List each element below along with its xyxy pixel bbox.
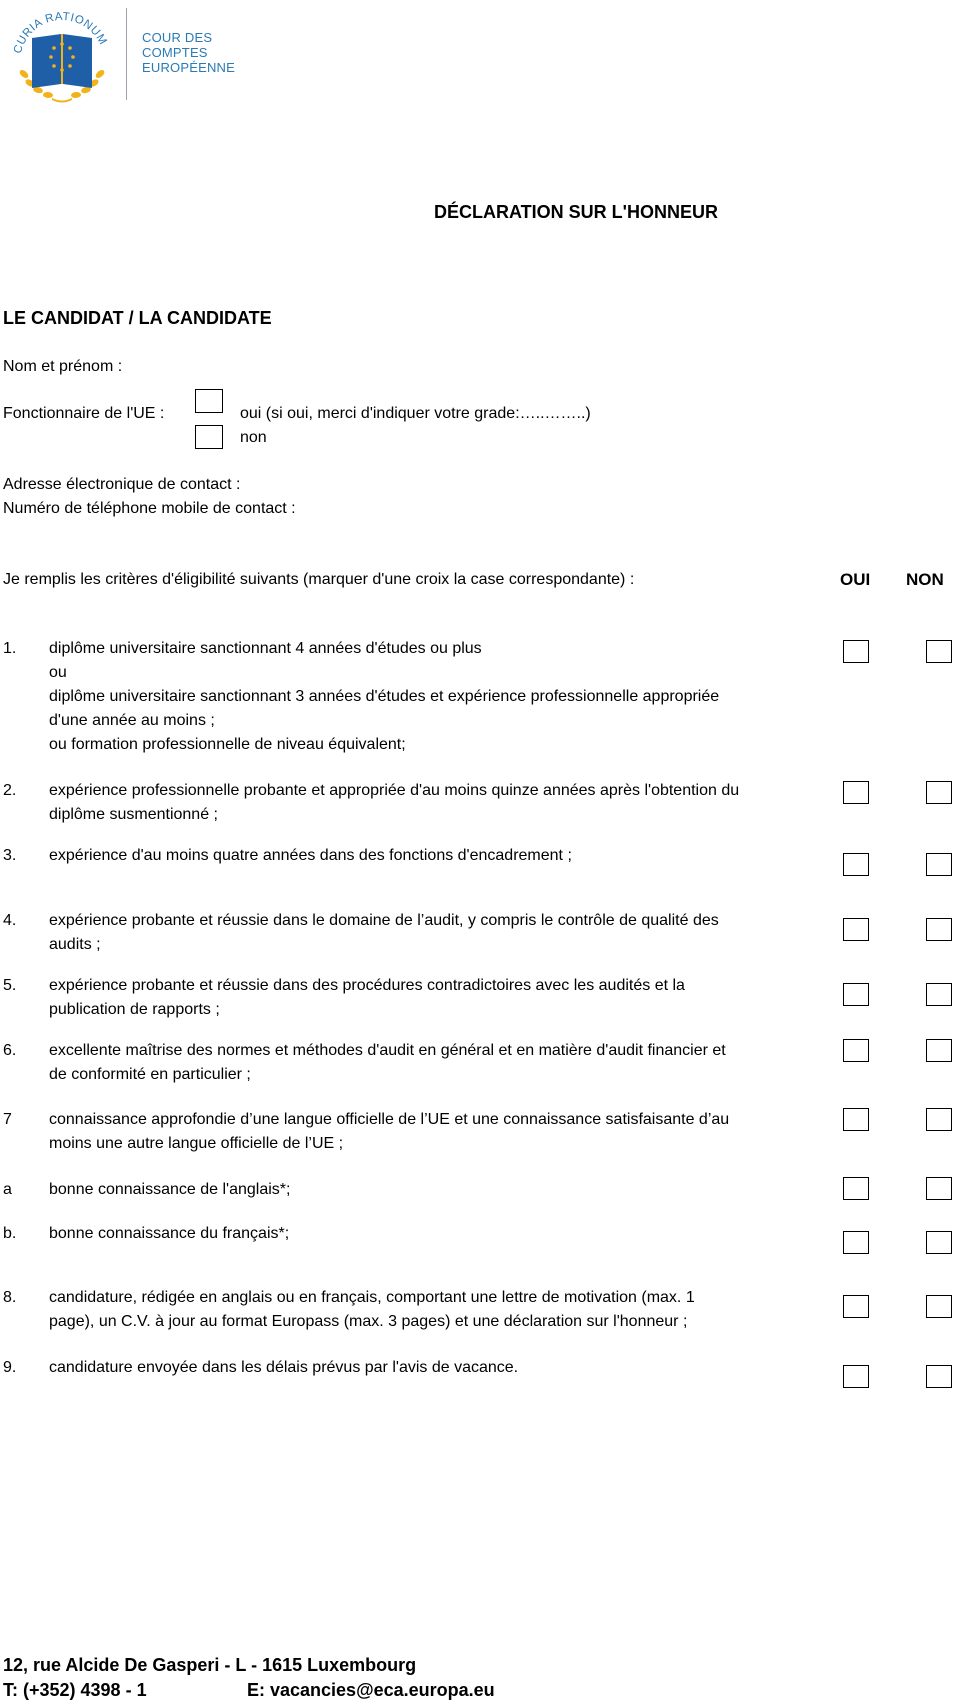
criterion-6-yes-checkbox[interactable] [843, 1039, 869, 1062]
logo-org-line: EUROPÉENNE [142, 60, 236, 75]
criterion-text [49, 974, 829, 1022]
criterion-line: moins une autre langue officielle de l’UE ; [49, 1135, 344, 1152]
criterion-4-no-checkbox[interactable] [926, 918, 952, 941]
criterion-5-yes-checkbox[interactable] [843, 983, 869, 1006]
criterion-line: excellente maîtrise des normes et méthodes d'audit en général et en matière d'audit financier et [49, 1042, 726, 1059]
phone-label: Numéro de téléphone mobile de contact : [3, 500, 296, 517]
criterion-text [49, 637, 829, 757]
criterion-a-no-checkbox[interactable] [926, 1177, 952, 1200]
criterion-text [49, 1039, 829, 1087]
document-title: DÉCLARATION SUR L'HONNEUR [434, 202, 718, 222]
criterion-text [49, 1178, 829, 1202]
criterion-number: 4. [3, 912, 17, 929]
criterion-3-yes-checkbox[interactable] [843, 853, 869, 876]
criterion-1-yes-checkbox[interactable] [843, 640, 869, 663]
criterion-text [49, 909, 829, 957]
criterion-text [49, 1286, 829, 1334]
footer-address: 12, rue Alcide De Gasperi - L - 1615 Luxembourg [3, 1655, 417, 1675]
criterion-2-yes-checkbox[interactable] [843, 781, 869, 804]
column-yes-header: OUI [840, 570, 871, 589]
criterion-line: expérience professionnelle probante et appropriée d'au moins quinze années après l'obtention du [49, 782, 740, 799]
official-no-label: non [240, 429, 267, 446]
criterion-text [49, 1356, 829, 1380]
criterion-number: 9. [3, 1359, 17, 1376]
criterion-line: expérience d'au moins quatre années dans des fonctions d'encadrement ; [49, 847, 572, 864]
footer-phone: T: (+352) 4398 - 1 [3, 1680, 147, 1700]
curia-rationum-emblem [6, 4, 118, 104]
criterion-4-yes-checkbox[interactable] [843, 918, 869, 941]
criterion-line: diplôme susmentionné ; [49, 806, 218, 823]
criterion-text [49, 1222, 829, 1246]
logo-org-line: COMPTES [142, 45, 208, 60]
criterion-line: candidature envoyée dans les délais prévus par l'avis de vacance. [49, 1359, 519, 1376]
criterion-number: 3. [3, 847, 17, 864]
criterion-3-no-checkbox[interactable] [926, 853, 952, 876]
criterion-8-yes-checkbox[interactable] [843, 1295, 869, 1318]
official-label: Fonctionnaire de l'UE : [3, 405, 165, 422]
criterion-number: 2. [3, 782, 17, 799]
candidate-heading: LE CANDIDAT / LA CANDIDATE [3, 308, 272, 328]
criterion-a-yes-checkbox[interactable] [843, 1177, 869, 1200]
criterion-number: 1. [3, 640, 17, 657]
criterion-line: publication de rapports ; [49, 1001, 220, 1018]
criterion-number: 7 [3, 1111, 12, 1128]
criterion-number: a [3, 1181, 12, 1198]
eca-logo [6, 4, 256, 104]
criterion-text [49, 779, 829, 827]
criterion-line: expérience probante et réussie dans le domaine de l’audit, y compris le contrôle de qualité des [49, 912, 719, 929]
logo-divider [126, 8, 127, 100]
logo-org-name [142, 30, 235, 75]
criterion-line: diplôme universitaire sanctionnant 4 années d'études ou plus [49, 640, 482, 657]
criterion-8-no-checkbox[interactable] [926, 1295, 952, 1318]
criterion-b-no-checkbox[interactable] [926, 1231, 952, 1254]
criterion-number: 8. [3, 1289, 17, 1306]
logo-arc-text: CURIA RATIONUM [11, 10, 109, 55]
criterion-line: bonne connaissance du français*; [49, 1225, 290, 1242]
criterion-number: 5. [3, 977, 17, 994]
criteria-intro: Je remplis les critères d'éligibilité suivants (marquer d'une croix la case correspondante) : [3, 571, 635, 588]
criterion-number: b. [3, 1225, 17, 1242]
criterion-number: 6. [3, 1042, 17, 1059]
criterion-text [49, 844, 829, 868]
criterion-2-no-checkbox[interactable] [926, 781, 952, 804]
criterion-7-no-checkbox[interactable] [926, 1108, 952, 1131]
criterion-line: expérience probante et réussie dans des procédures contradictoires avec les audités et la [49, 977, 685, 994]
criterion-line: de conformité en particulier ; [49, 1066, 251, 1083]
criterion-line: bonne connaissance de l'anglais*; [49, 1181, 291, 1198]
criterion-9-yes-checkbox[interactable] [843, 1365, 869, 1388]
criterion-line: connaissance approfondie d’une langue officielle de l’UE et une connaissance satisfaisante d’au [49, 1111, 730, 1128]
criterion-line: ou [49, 664, 67, 681]
criterion-line: diplôme universitaire sanctionnant 3 années d'études et expérience professionnelle appropriée [49, 688, 720, 705]
official-yes-checkbox[interactable] [195, 389, 223, 413]
criterion-line: d'une année au moins ; [49, 712, 215, 729]
name-label: Nom et prénom : [3, 358, 123, 375]
criterion-6-no-checkbox[interactable] [926, 1039, 952, 1062]
email-label: Adresse électronique de contact : [3, 476, 241, 493]
official-no-checkbox[interactable] [195, 425, 223, 449]
official-yes-label: oui (si oui, merci d'indiquer votre grade:…..……..) [240, 405, 591, 422]
footer-email: E: vacancies@eca.europa.eu [247, 1680, 495, 1700]
criterion-text [49, 1108, 829, 1156]
criterion-5-no-checkbox[interactable] [926, 983, 952, 1006]
column-no-header: NON [906, 570, 944, 589]
criterion-b-yes-checkbox[interactable] [843, 1231, 869, 1254]
logo-org-line: COUR DES [142, 30, 213, 45]
criterion-line: candidature, rédigée en anglais ou en français, comportant une lettre de motivation (max. 1 [49, 1289, 695, 1306]
criterion-line: page), un C.V. à jour au format Europass (max. 3 pages) et une déclaration sur l'honneur ; [49, 1313, 688, 1330]
criterion-line: audits ; [49, 936, 101, 953]
criterion-1-no-checkbox[interactable] [926, 640, 952, 663]
criterion-line: ou formation professionnelle de niveau équivalent; [49, 736, 406, 753]
criterion-9-no-checkbox[interactable] [926, 1365, 952, 1388]
criterion-7-yes-checkbox[interactable] [843, 1108, 869, 1131]
